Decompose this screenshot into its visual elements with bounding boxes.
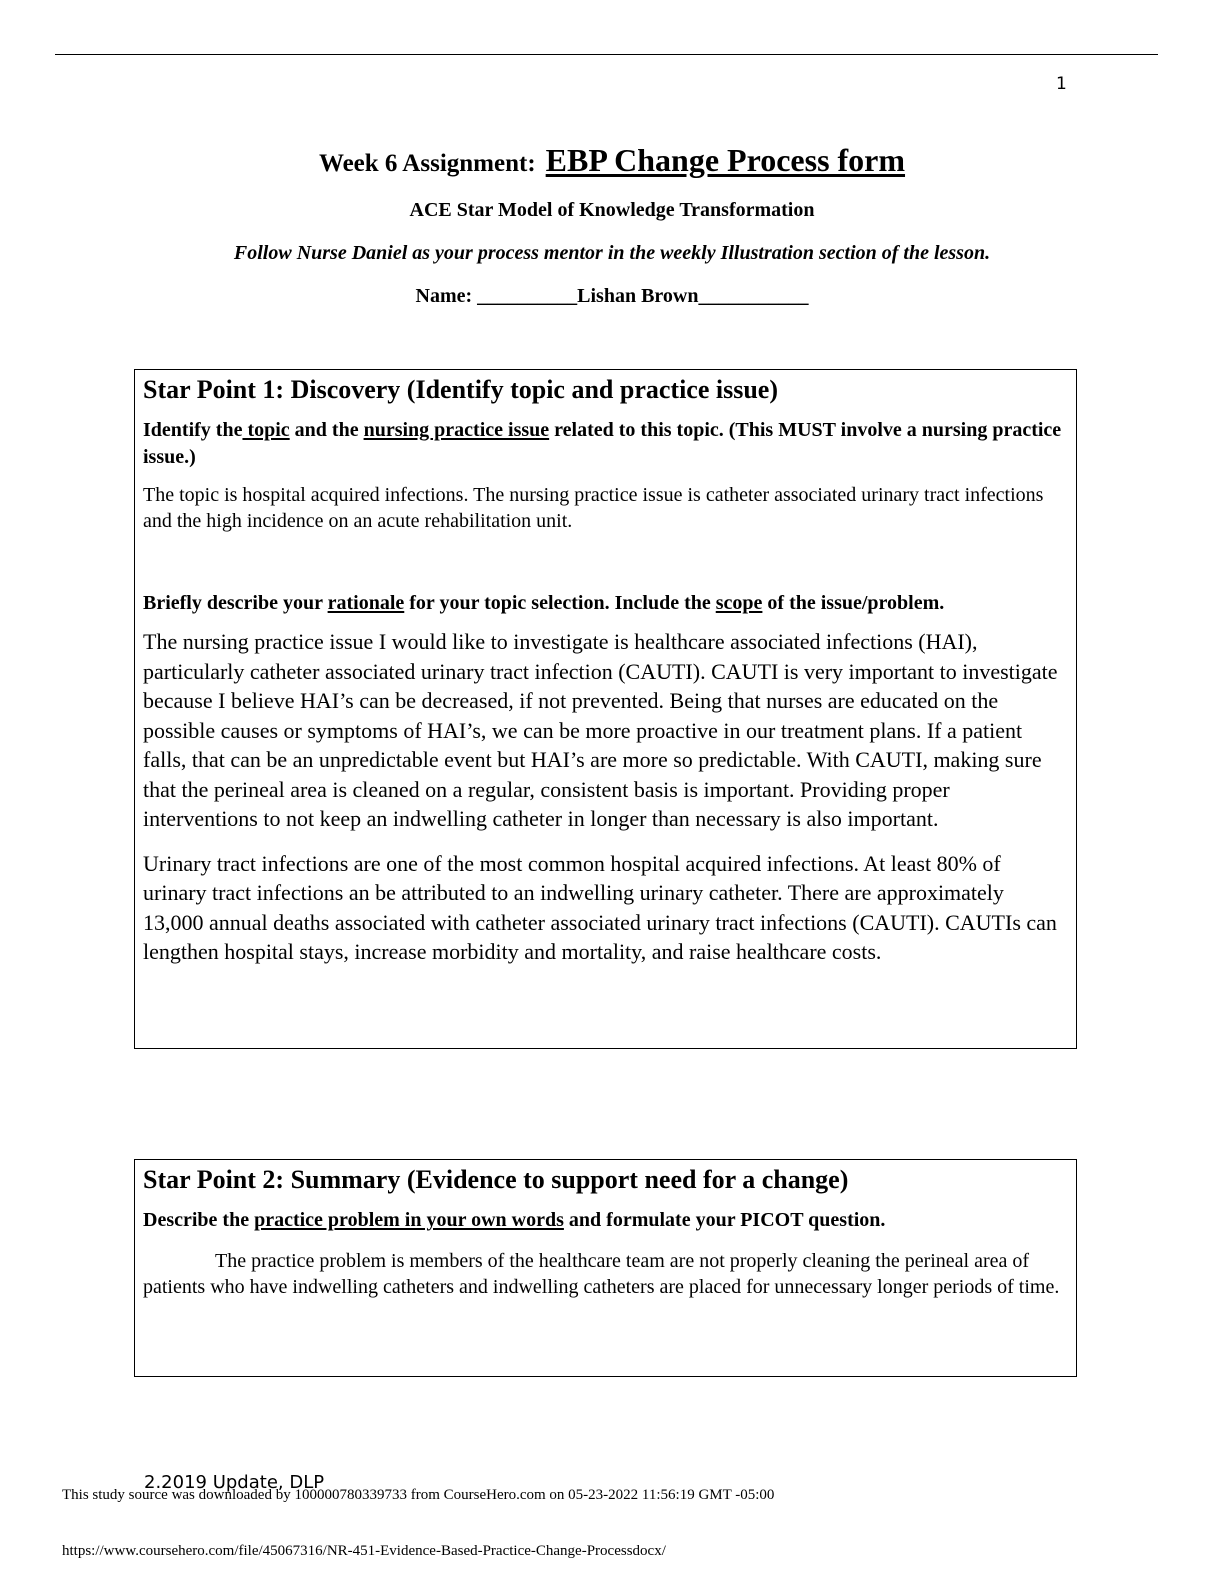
prompt-text: Identify the: [143, 419, 243, 441]
prompt-text: and formulate your PICOT question.: [563, 1209, 886, 1231]
topic-response: The topic is hospital acquired infections. The nursing practice issue is catheter associated urinary tract infections and the high incidence on an acute rehabilitation unit.: [143, 484, 1044, 532]
prompt-text: related to this topic. (This MUST involve a nursing practice issue.): [143, 419, 1062, 468]
student-name: Name: __________Lishan Brown___________: [415, 285, 809, 307]
prompt-underlined: scope: [715, 592, 763, 614]
prompt-text: Describe the: [143, 1209, 255, 1231]
page-title: [0, 142, 1224, 179]
update-note: 2.2019 Update, DLP: [144, 1472, 325, 1493]
rationale-prompt: [143, 590, 1068, 617]
source-url: https://www.coursehero.com/file/45067316/NR-451-Evidence-Based-Practice-Change-Processdocx/: [62, 1543, 666, 1559]
header-rule: [55, 54, 1158, 55]
prompt-underlined: rationale: [327, 592, 405, 614]
rationale-response: The nursing practice issue I would like to investigate is healthcare associated infections (HAI), particularly catheter associated urinary tract infection (CAUTI). CAUTI is very important to investigate because I believe HAI’s can be decreased, if not prevented. Being that nurses are educated on the possible causes or symptoms of HAI’s, we can be more proactive in our treatment plans. If a patient falls, that can be an unpredictable event but HAI’s are more so predictable. With CAUTI, making sure that the perineal area is cleaned on a regular, consistent basis is important. Providing proper interventions to not keep an indwelling catheter in longer than necessary is also important.: [143, 629, 1058, 831]
prompt-underlined: topic: [242, 419, 290, 441]
week-label: Week 6 Assignment:: [318, 150, 536, 177]
topic-prompt: [143, 417, 1068, 471]
subtitle: ACE Star Model of Knowledge Transformation: [409, 199, 815, 221]
practice-problem-prompt: [143, 1207, 1068, 1234]
star-point-1-box: [134, 369, 1077, 1049]
scope-response: Urinary tract infections are one of the most common hospital acquired infections. At least 80% of urinary tract infections an be attributed to an indwelling urinary catheter. There are approximately 13,000 annual deaths associated with catheter associated urinary tract infections (CAUTI). CAUTIs can lengthen hospital stays, increase morbidity and mortality, and raise healthcare costs.: [143, 850, 1057, 964]
star-point-2-box: [134, 1159, 1077, 1377]
prompt-text: for your topic selection. Include the: [404, 592, 716, 614]
instruction: Follow Nurse Daniel as your process mentor in the weekly Illustration section of the lesson.: [233, 242, 991, 264]
star-point-1-heading: Star Point 1: Discovery (Identify topic and practice issue): [143, 375, 779, 404]
page-number: 1: [1056, 74, 1067, 94]
prompt-underlined: nursing practice issue: [363, 419, 550, 441]
prompt-text: Briefly describe your: [143, 592, 328, 614]
star-point-2-heading: Star Point 2: Summary (Evidence to support need for a change): [143, 1165, 849, 1194]
prompt-text: of the issue/problem.: [762, 592, 945, 614]
prompt-text: and the: [289, 419, 364, 441]
prompt-underlined: practice problem in your own words: [254, 1209, 564, 1231]
practice-problem-response: The practice problem is members of the healthcare team are not properly cleaning the perineal area of patients who have indwelling catheters and indwelling catheters are placed for unnecessary longer periods of time.: [143, 1250, 1060, 1298]
form-title: EBP Change Process form: [545, 142, 906, 178]
source-note: This study source was downloaded by 100000780339733 from CourseHero.com on 05-23-2022 11:56:19 GMT -05:00: [62, 1487, 775, 1503]
